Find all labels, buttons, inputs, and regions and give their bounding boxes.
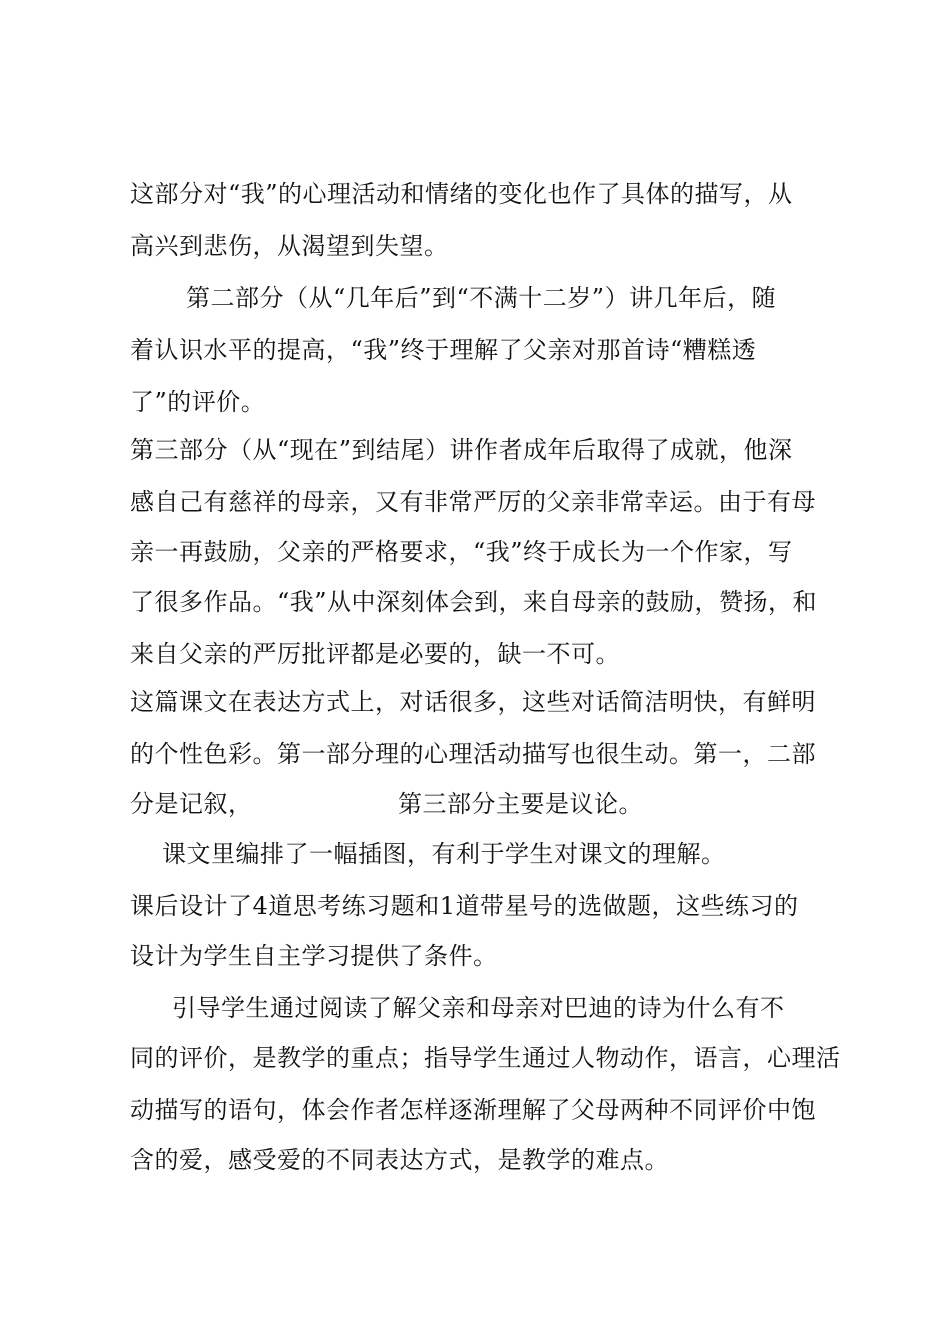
text-line: 设计为学生自主学习提供了条件。	[130, 942, 498, 970]
text-line: 着认识水平的提高，“我”终于理解了父亲对那首诗“糟糕透	[130, 336, 757, 364]
text-line: 了很多作品。“我”从中深刻体会到，来自母亲的鼓励，赞扬，和	[130, 588, 818, 616]
text-line: 来自父亲的严厉批评都是必要的，缺一不可。	[130, 640, 620, 668]
text-line: 亲一再鼓励，父亲的严格要求，“我”终于成长为一个作家，写	[130, 538, 793, 566]
text-line: 第二部分（从“几年后”到“不满十二岁”）讲几年后，随	[186, 284, 777, 312]
text-line: 分是记叙，	[130, 790, 253, 818]
text-line: 这部分对“我”的心理活动和情绪的变化也作了具体的描写，从	[130, 180, 793, 208]
text-line: 课文里编排了一幅插图，有利于学生对课文的理解。	[162, 840, 726, 868]
text-line: 感自己有慈祥的母亲，又有非常严厉的父亲非常幸运。由于有母	[130, 488, 816, 516]
text-line: 同的评价，是教学的重点；指导学生通过人物动作，语言，心理活	[130, 1044, 841, 1072]
text-line: 高兴到悲伤，从渴望到失望。	[130, 232, 449, 260]
text-line: 的个性色彩。第一部分理的心理活动描写也很生动。第一，二部	[130, 740, 816, 768]
text-line: 含的爱，感受爱的不同表达方式，是教学的难点。	[130, 1146, 669, 1174]
text-line: 第三部分主要是议论。	[398, 790, 643, 818]
text-line: 了”的评价。	[130, 388, 266, 416]
text-line: 引导学生通过阅读了解父亲和母亲对巴迪的诗为什么有不	[172, 994, 785, 1022]
text-line: 这篇课文在表达方式上，对话很多，这些对话简洁明快，有鲜明	[130, 688, 816, 716]
text-line: 动描写的语句，体会作者怎样逐渐理解了父母两种不同评价中饱	[130, 1096, 816, 1124]
text-line: 课后设计了4道思考练习题和1道带星号的选做题，这些练习的	[130, 892, 799, 920]
text-line: 第三部分（从“现在”到结尾）讲作者成年后取得了成就，他深	[130, 436, 793, 464]
